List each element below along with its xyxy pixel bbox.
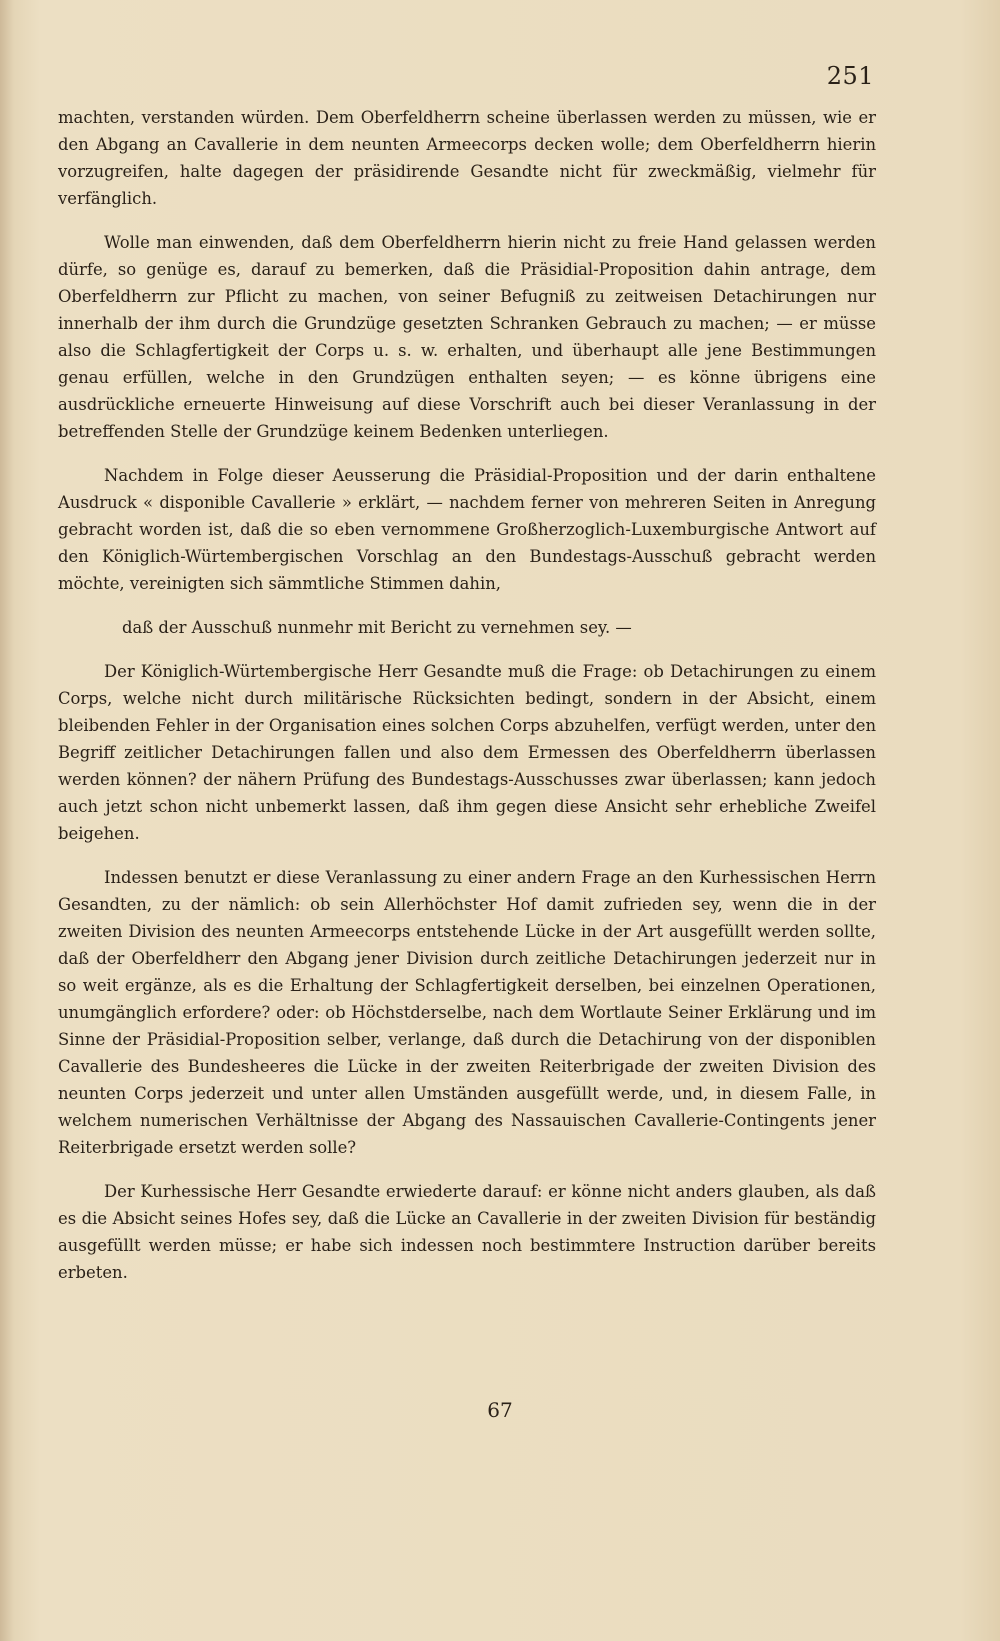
paragraph-4: Der Königlich-Würtembergische Herr Gesandte muß die Frage: ob Detachirungen zu einem Corps, welche nicht durch militärische Rücksichten bedingt, sondern in der Absicht, einem bleibenden Fehler in der Organisation eines solchen Corps abzuhelfen, verfügt werden, unter den Begriff zeitlicher Detachirungen fallen und also dem Ermessen des Oberfeldherrn überlassen werden können? der nähern Prüfung des Bundestags-Ausschusses zwar überlassen; kann jedoch auch jetzt schon nicht unbemerkt lassen, daß ihm gegen diese Ansicht sehr erhebliche Zweifel beigehen. xyxy=(58,662,876,843)
paragraph-6: Der Kurhessische Herr Gesandte erwiederte darauf: er könne nicht anders glauben, als daß es die Absicht seines Hofes sey, daß die Lücke an Cavallerie in der zweiten Division für beständig ausgefüllt werden müsse; er habe sich indessen noch bestimmtere Instruction darüber bereits erbeten. xyxy=(58,1182,876,1282)
signature-mark: 67 xyxy=(487,1398,513,1422)
paragraph-5: Indessen benutzt er diese Veranlassung zu einer andern Frage an den Kurhessischen Herrn Gesandten, zu der nämlich: ob sein Allerhöchster Hof damit zufrieden sey, wenn die in der zweiten Division des neunten Armeecorps entstehende Lücke in der Art ausgefüllt werden sollte, daß der Oberfeldherr den Abgang jener Division durch zeitliche Detachirungen jederzeit nur in so weit ergänze, als es die Erhaltung der Schlagfertigkeit derselben, bei einzelnen Operationen, unumgänglich erfordere? oder: ob Höchstderselbe, nach dem Wortlaute Seiner Erklärung und im Sinne der Präsidial-Proposition selber, verlange, daß durch die Detachirung von der disponiblen Cavallerie des Bundesheeres die Lücke in der zweiten Reiterbrigade der zweiten Division des neunten Corps jederzeit und unter allen Umständen ausgefüllt werde, und, in diesem Falle, in welchem numerischen Verhältnisse der Abgang des Nassauischen Cavallerie-Contingents jener Reiterbrigade ersetzt werden solle? xyxy=(58,868,876,1157)
page-body xyxy=(58,104,876,1303)
paragraph-resolution: daß der Ausschuß nunmehr mit Bericht zu vernehmen sey. — xyxy=(122,618,632,637)
paragraph-3: Nachdem in Folge dieser Aeusserung die Präsidial-Proposition und der darin enthaltene Ausdruck « disponible Cavallerie » erklärt, — nachdem ferner von mehreren Seiten in Anregung gebracht worden ist, daß die so eben vernommene Großherzoglich-Luxemburgische Antwort auf den Königlich-Würtembergischen Vorschlag an den Bundestags-Ausschuß gebracht werden möchte, vereinigten sich sämmtliche Stimmen dahin, xyxy=(58,466,876,593)
paragraph-1: machten, verstanden würden. Dem Oberfeldherrn scheine überlassen werden zu müssen, wie er den Abgang an Cavallerie in dem neunten Armeecorps decken wolle; dem Oberfeldherrn hierin vorzugreifen, halte dagegen der präsidirende Gesandte nicht für zweckmäßig, vielmehr für verfänglich. xyxy=(58,108,876,208)
page-number: 251 xyxy=(826,62,874,90)
paragraph-2: Wolle man einwenden, daß dem Oberfeldherrn hierin nicht zu freie Hand gelassen werden dürfe, so genüge es, darauf zu bemerken, daß die Präsidial-Proposition dahin antrage, dem Oberfeldherrn zur Pflicht zu machen, von seiner Befugniß zu zeitweisen Detachirungen nur innerhalb der ihm durch die Grundzüge gesetzten Schranken Gebrauch zu machen; — er müsse also die Schlagfertigkeit der Corps u. s. w. erhalten, und überhaupt alle jene Bestimmungen genau erfüllen, welche in den Grundzügen enthalten seyen; — es könne übrigens eine ausdrückliche erneuerte Hinweisung auf diese Vorschrift auch bei dieser Veranlassung in der betreffenden Stelle der Grundzüge keinem Bedenken unterliegen. xyxy=(58,233,876,441)
